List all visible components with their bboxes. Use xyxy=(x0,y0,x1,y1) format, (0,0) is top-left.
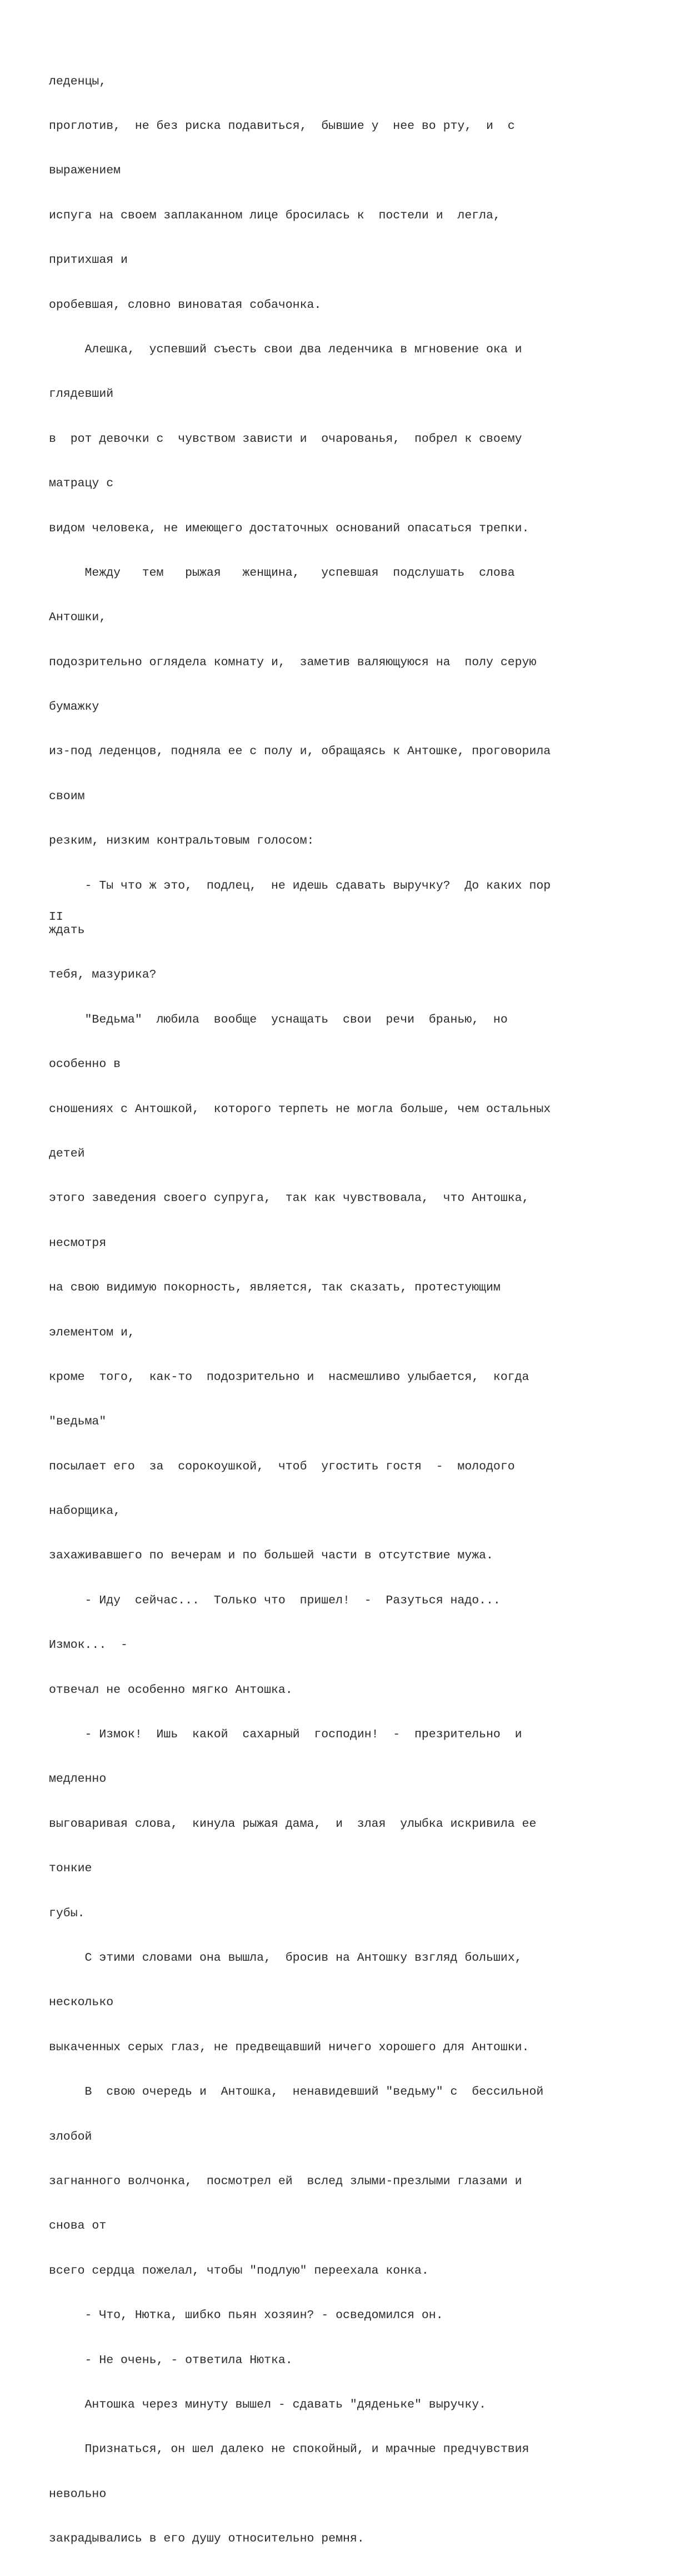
text-line: медленно xyxy=(49,1772,107,1786)
text-line: Измок... - xyxy=(49,1638,128,1652)
text-line: сношениях с Антошкой, которого терпеть не могла больше, чем остальных xyxy=(49,1102,551,1116)
text-line: глядевший xyxy=(49,387,114,401)
text-line: этого заведения своего супруга, так как чувствовала, что Антошка, xyxy=(49,1192,529,1205)
text-line: отвечал не особенно мягко Антошка. xyxy=(49,1683,293,1697)
text-line: особенно в xyxy=(49,1058,121,1072)
text-line: "ведьма" xyxy=(49,1415,107,1429)
text-line: С этими словами она вышла, бросив на Антошку взгляд больших, xyxy=(49,1951,522,1965)
text-line: губы. xyxy=(49,1906,85,1920)
text-line: злобой xyxy=(49,2130,92,2144)
text-line: "Ведьма" любила вообще уснащать свои речи бранью, но xyxy=(49,1013,508,1027)
text-line: выкаченных серых глаз, не предвещавший ничего хорошего для Антошки. xyxy=(49,2040,529,2054)
body-text xyxy=(49,44,671,2576)
text-line: ждать xyxy=(49,924,85,938)
text-line: - Не очень, - ответила Нютка. xyxy=(49,2353,293,2367)
text-line: испуга на своем заплаканном лице бросилась к постели и легла, xyxy=(49,208,501,222)
text-line: - Иду сейчас... Только что пришел! - Разуться надо... xyxy=(49,1593,501,1607)
page-number: II xyxy=(49,910,63,924)
text-line: подозрительно оглядела комнату и, заметив валяющуюся на полу серую xyxy=(49,655,537,669)
text-line: Антошка через минуту вышел - сдавать "дяденьке" выручку. xyxy=(49,2398,487,2411)
text-line: на свою видимую покорность, является, так сказать, протестующим xyxy=(49,1281,501,1295)
text-line: несмотря xyxy=(49,1236,107,1250)
text-line: загнанного волчонка, посмотрел ей вслед злыми-презлыми глазами и xyxy=(49,2174,522,2188)
text-line: Между тем рыжая женщина, успевшая подслушать слова xyxy=(49,566,515,580)
text-line: несколько xyxy=(49,1996,114,2010)
text-line: невольно xyxy=(49,2487,107,2501)
text-line: проглотив, не без риска подавиться, бывшие у нее во рту, и с xyxy=(49,119,515,133)
text-line: детей xyxy=(49,1147,85,1160)
text-line: видом человека, не имеющего достаточных оснований опасаться трепки. xyxy=(49,521,529,535)
text-line: матрацу с xyxy=(49,477,114,491)
text-line: притихшая и xyxy=(49,253,128,267)
text-line: из-под леденцов, подняла ее с полу и, обращаясь к Антошке, проговорила xyxy=(49,745,551,759)
text-line: кроме того, как-то подозрительно и насмешливо улыбается, когда xyxy=(49,1370,529,1384)
text-line: Антошки, xyxy=(49,611,107,625)
text-line: тебя, мазурика? xyxy=(49,968,157,982)
text-line: своим xyxy=(49,789,85,803)
text-line: элементом и, xyxy=(49,1326,135,1339)
text-line: - Ты что ж это, подлец, не идешь сдавать выручку? До каких пор xyxy=(49,879,551,893)
text-line: В свою очередь и Антошка, ненавидевший "ведьму" с бессильной xyxy=(49,2085,544,2099)
text-line: закрадывались в его душу относительно ремня. xyxy=(49,2532,364,2546)
text-line: резким, низким контральтовым голосом: xyxy=(49,834,314,848)
text-line: наборщика, xyxy=(49,1504,121,1518)
text-line: всего сердца пожелал, чтобы "подлую" переехала конка. xyxy=(49,2264,429,2278)
text-line: в рот девочки с чувством зависти и очарованья, побрел к своему xyxy=(49,432,522,446)
text-line: захаживавшего по вечерам и по большей части в отсутствие мужа. xyxy=(49,1549,493,1563)
text-line: Алешка, успевший съесть свои два леденчика в мгновение ока и xyxy=(49,342,522,356)
text-line: посылает его за сорокоушкой, чтоб угостить гостя - молодого xyxy=(49,1459,515,1473)
text-line: бумажку xyxy=(49,700,99,714)
text-line: - Измок! Ишь какой сахарный господин! - презрительно и xyxy=(49,1728,522,1742)
text-line: оробевшая, словно виноватая собачонка. xyxy=(49,298,322,312)
text-line: - Что, Нютка, шибко пьян хозяин? - осведомился он. xyxy=(49,2309,443,2323)
text-line: выражением xyxy=(49,164,121,178)
text-line: Признаться, он шел далеко не спокойный, и мрачные предчувствия xyxy=(49,2443,529,2457)
text-line: выговаривая слова, кинула рыжая дама, и злая улыбка искривила ее xyxy=(49,1817,537,1831)
text-line: леденцы, xyxy=(49,74,107,88)
text-line: снова от xyxy=(49,2219,107,2233)
text-line: тонкие xyxy=(49,1862,92,1876)
